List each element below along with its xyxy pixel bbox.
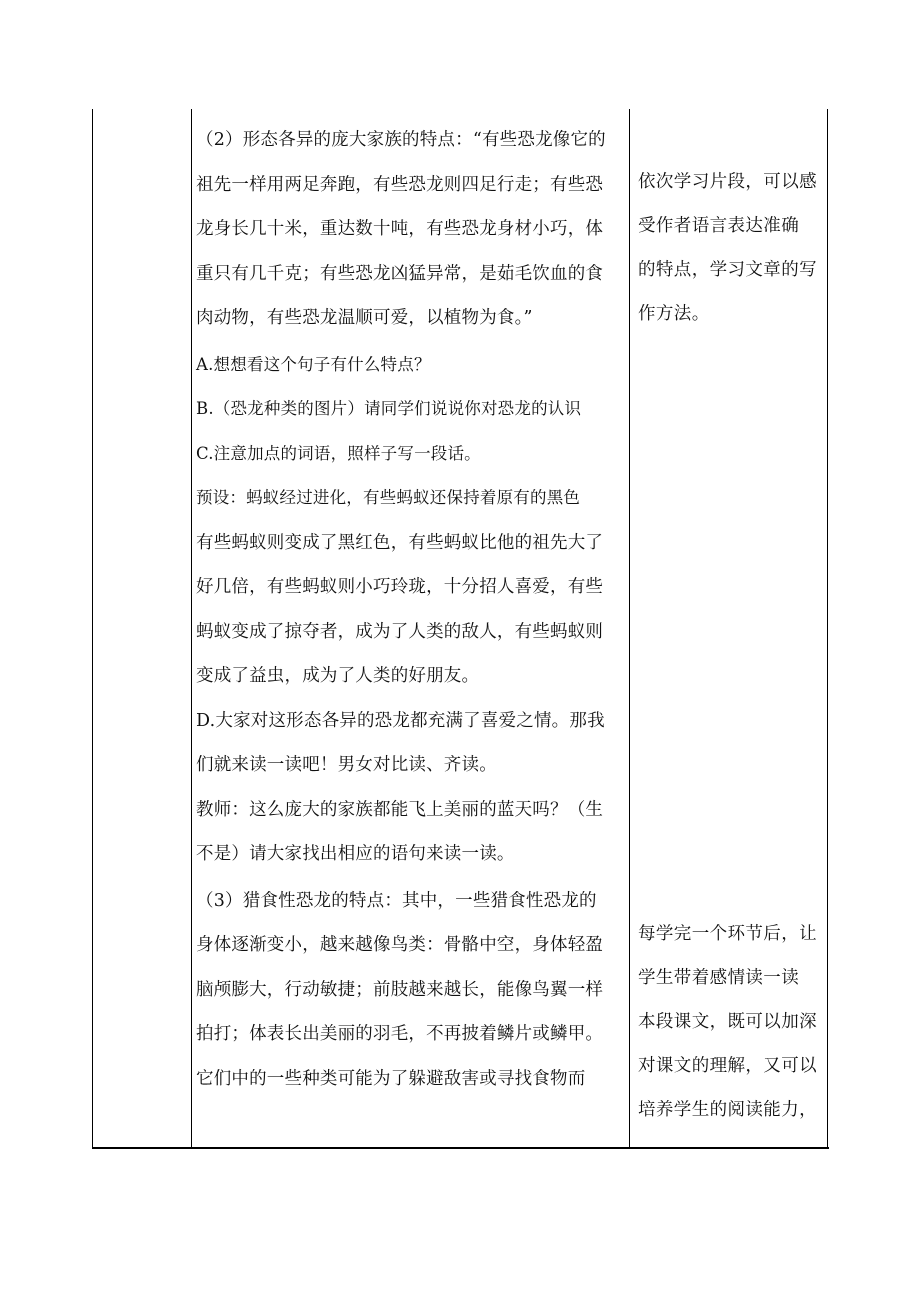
text-line: （3）猎食性恐龙的特点：其中，一些猎食性恐龙的 — [196, 890, 597, 911]
text-line: 脑颅膨大，行动敏捷；前肢越来越长，能像鸟翼一样 — [196, 979, 604, 1000]
text-line: 肉动物，有些恐龙温顺可爱，以植物为食。” — [196, 308, 533, 328]
text-line: 不是）请大家找出相应的语句来读一读。 — [196, 844, 515, 864]
text-line: （2）形态各异的庞大家族的特点：“有些恐龙像它的 — [196, 130, 606, 150]
table-border-right — [827, 109, 828, 1148]
note-line: 学生带着感情读一读 — [638, 968, 800, 988]
note-line: 依次学习片段，可以感 — [638, 172, 817, 192]
text-line: 教师：这么庞大的家族都能飞上美丽的蓝天吗？（生 — [196, 799, 604, 820]
table-border-left — [92, 109, 93, 1148]
table-divider-1 — [191, 109, 192, 1148]
note-line: 作方法。 — [638, 304, 710, 324]
paragraph-2 — [196, 118, 628, 341]
note-line: 的特点，学习文章的写 — [638, 260, 817, 280]
table-border-bottom — [92, 1147, 829, 1149]
paragraph-3 — [196, 879, 628, 1102]
text-line: 龙身长几十米，重达数十吨，有些恐龙身材小巧，体 — [196, 219, 604, 239]
note-line: 对课文的理解，又可以 — [638, 1056, 817, 1076]
design-intent-note-1 — [638, 160, 824, 336]
text-line: 好几倍，有些蚂蚁则小巧玲珑，十分招人喜爱，有些 — [196, 577, 604, 597]
text-line: 它们中的一些种类可能为了躲避敌害或寻找食物而 — [196, 1068, 586, 1089]
note-line: 本段课文，既可以加深 — [638, 1012, 817, 1032]
note-line: 培养学生的阅读能力， — [638, 1100, 817, 1120]
text-line: B.（恐龙种类的图片）请同学们说说你对恐龙的认识 — [196, 399, 582, 418]
text-line: 变成了益虫，成为了人类的好朋友。 — [196, 666, 480, 686]
text-line: 蚂蚁变成了掠夺者，成为了人类的敌人，有些蚂蚁则 — [196, 621, 604, 642]
text-line: 们就来读一读吧！男女对比读、齐读。 — [196, 755, 497, 775]
text-line: 祖先一样用两足奔跑，有些恐龙则四足行走；有些恐 — [196, 174, 604, 195]
teaching-content-column — [196, 118, 628, 1101]
note-line: 每学完一个环节后，让 — [638, 924, 817, 944]
text-line: D.大家对这形态各异的恐龙都充满了喜爱之情。那我 — [196, 710, 605, 731]
text-line: C.注意加点的词语，照样子写一段话。 — [196, 443, 481, 463]
text-line: 拍打；体表长出美丽的羽毛，不再披着鳞片或鳞甲。 — [196, 1024, 604, 1044]
text-line: 身体逐渐变小，越来越像鸟类：骨骼中空，身体轻盈 — [196, 935, 604, 955]
table-divider-2 — [629, 109, 630, 1148]
note-line: 受作者语言表达准确 — [638, 216, 800, 236]
design-intent-note-2 — [638, 912, 824, 1132]
text-line: 预设：蚂蚁经过进化，有些蚂蚁还保持着原有的黑色 — [196, 488, 581, 507]
text-line: A.想想看这个句子有什么特点？ — [196, 354, 431, 374]
text-line: 重只有几千克；有些恐龙凶猛异常，是茹毛饮血的食 — [196, 263, 604, 284]
questions-block — [196, 343, 628, 877]
text-line: 有些蚂蚁则变成了黑红色，有些蚂蚁比他的祖先大了 — [196, 532, 604, 553]
